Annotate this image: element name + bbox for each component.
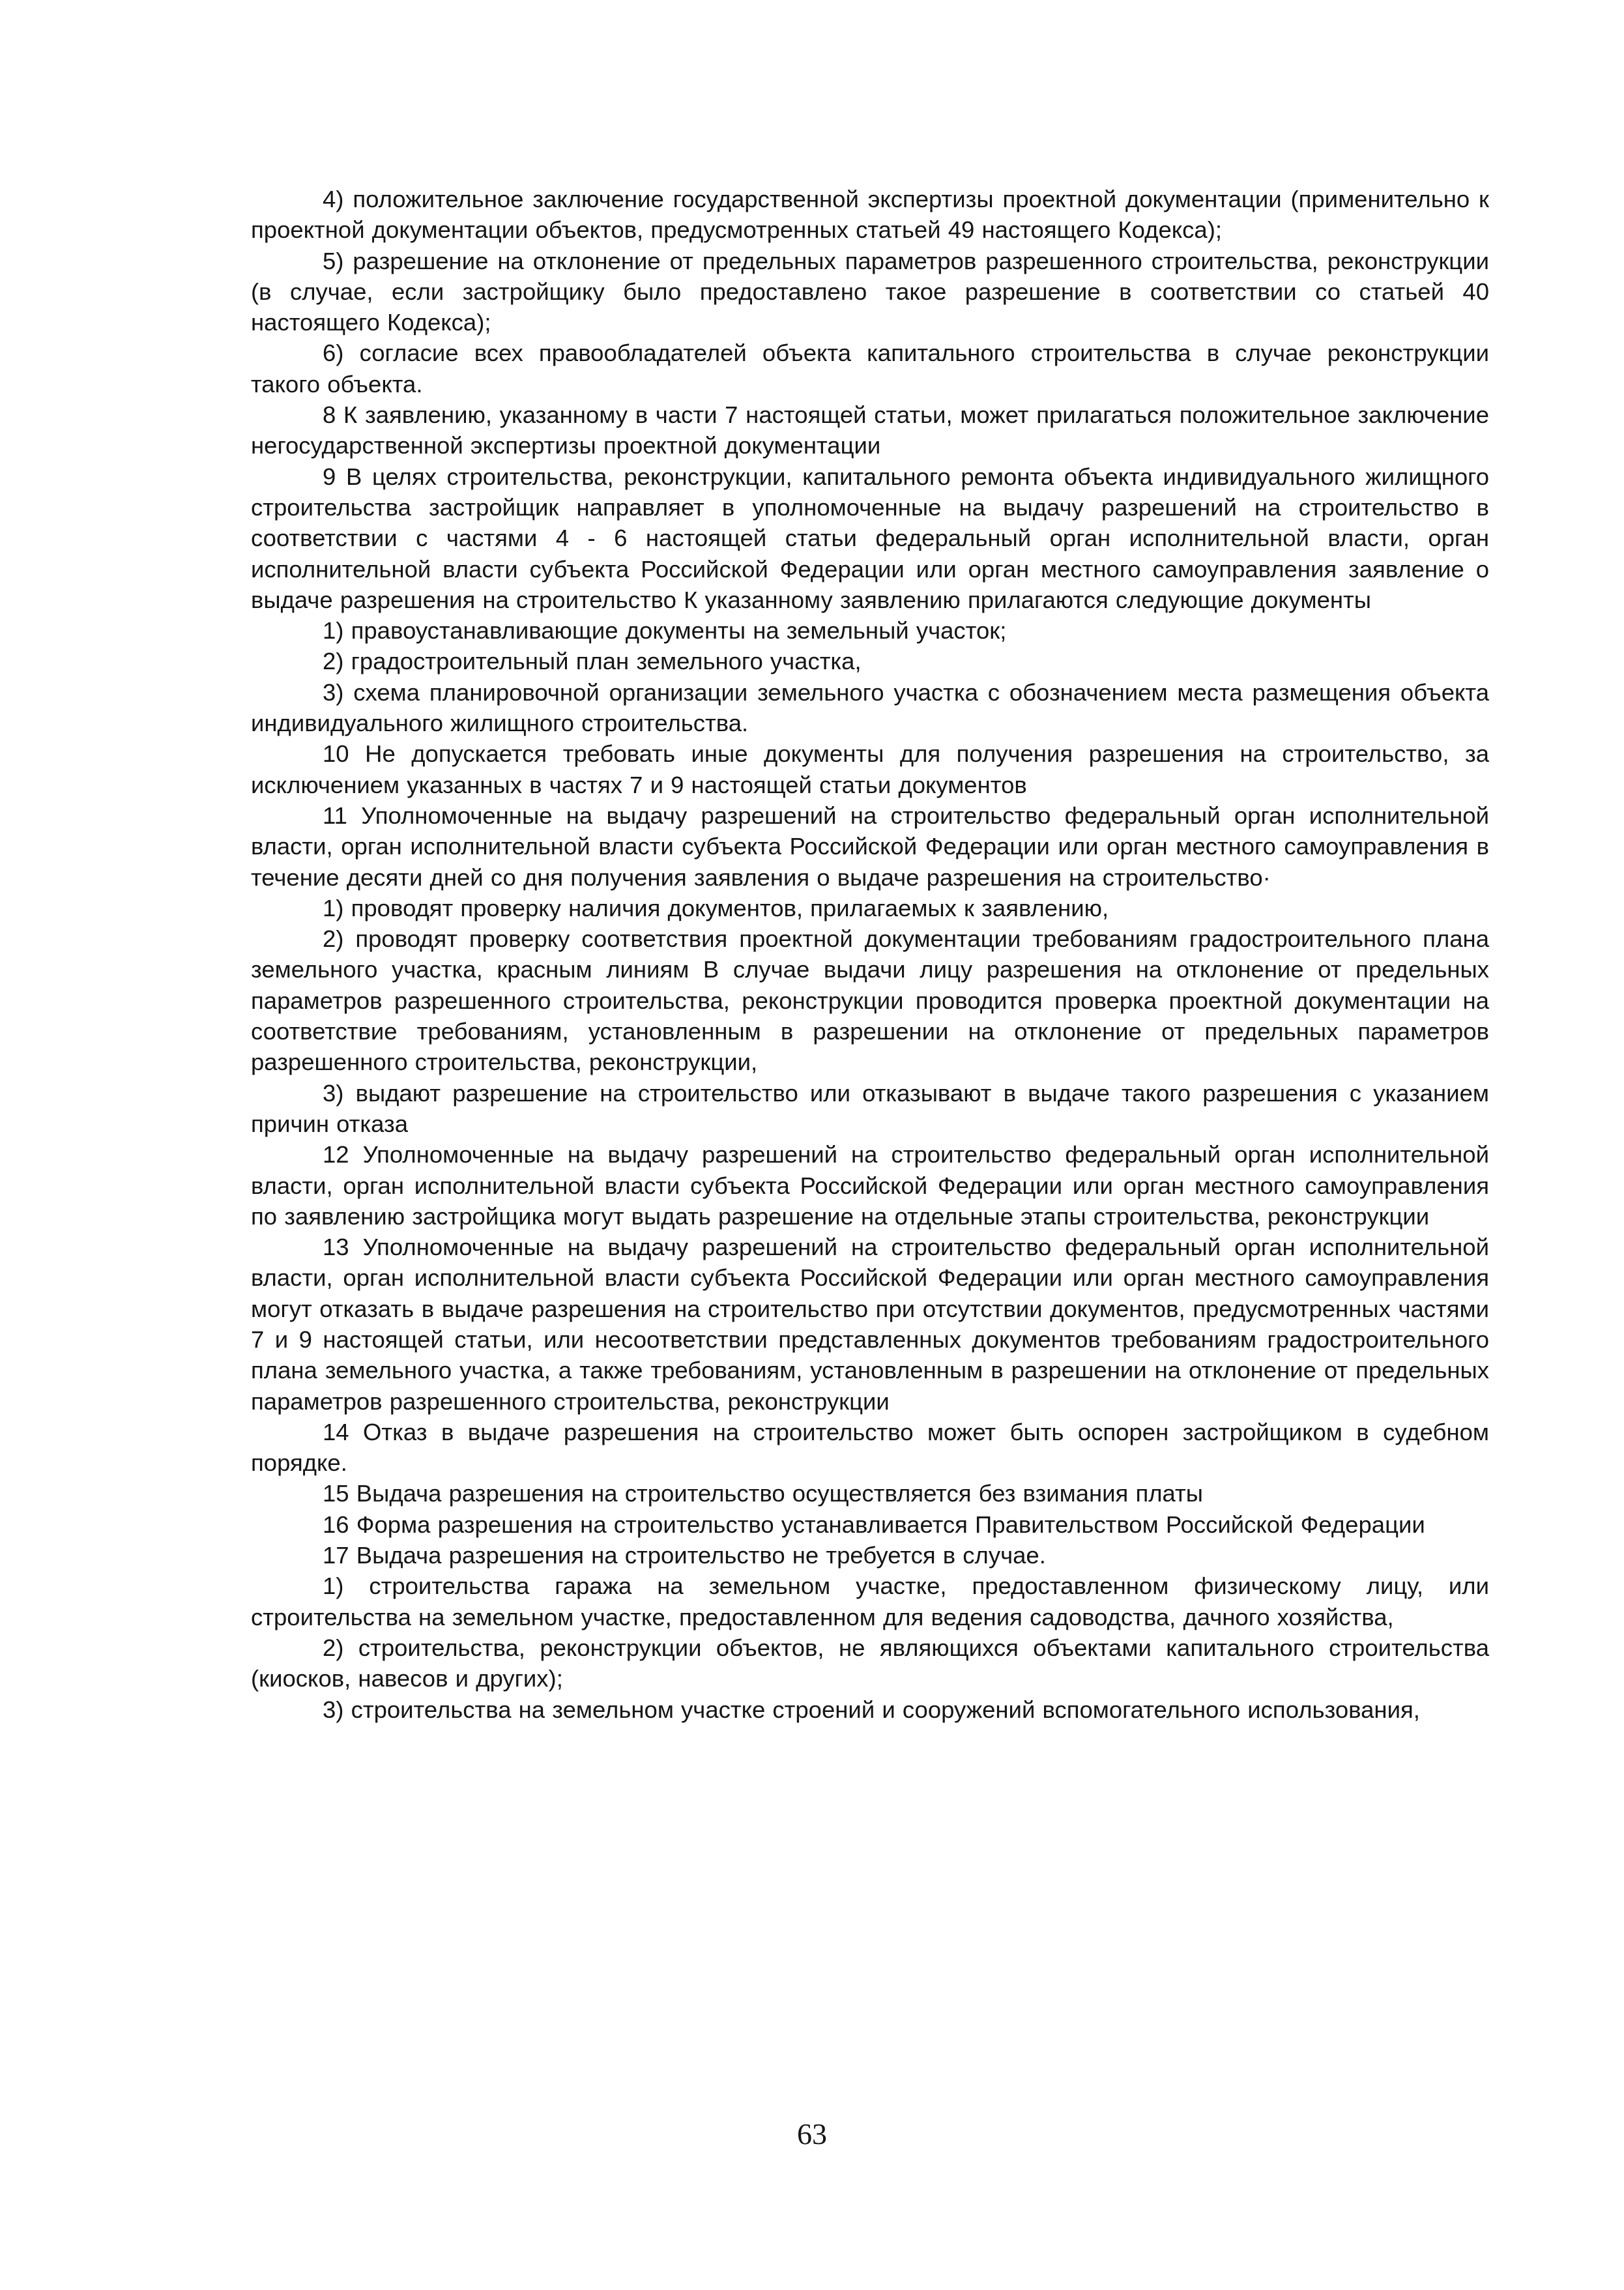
paragraph: 14 Отказ в выдаче разрешения на строительство может быть оспорен застройщиком в судебном порядке. <box>251 1418 1489 1477</box>
paragraph: 8 К заявлению, указанному в части 7 настоящей статьи, может прилагаться положительное заключение негосударственной экспертизы проектной документации <box>251 401 1489 459</box>
paragraph: 15 Выдача разрешения на строительство осуществляется без взимания платы <box>323 1480 1203 1507</box>
paragraph: 1) проводят проверку наличия документов, прилагаемых к заявлению, <box>323 894 1109 921</box>
paragraph: 17 Выдача разрешения на строительство не требуется в случае. <box>323 1542 1046 1569</box>
paragraph: 16 Форма разрешения на строительство устанавливается Правительством Российской Федерации <box>323 1511 1425 1538</box>
paragraph: 11 Уполномоченные на выдачу разрешений на строительство федеральный орган исполнительной власти, орган исполнительной власти субъекта Российской Федерации или орган местного самоуправления в течение десяти дней со дня получения заявления о выдаче разрешения на строительство· <box>251 802 1489 891</box>
paragraph: 12 Уполномоченные на выдачу разрешений на строительство федеральный орган исполнительной власти, орган исполнительной власти субъекта Российской Федерации или орган местного самоуправления по заявлению застройщика могут выдать разрешение на отдельные этапы строительства, реконструкции <box>251 1141 1489 1230</box>
paragraph: 9 В целях строительства, реконструкции, капитального ремонта объекта индивидуального жилищного строительства застройщик направляет в уполномоченные на выдачу разрешений на строительство в соответствии с частями 4 - 6 настоящей статьи федеральный орган исполнительной власти, орган исполнительной власти субъекта Российской Федерации или орган местного самоуправления заявление о выдаче разрешения на строительство К указанному заявлению прилагаются следующие документы <box>251 463 1489 613</box>
paragraph: 2) градостроительный план земельного участка, <box>323 648 862 675</box>
paragraph: 5) разрешение на отклонение от предельных параметров разрешенного строительства, реконструкции (в случае, если застройщику было предоставлено такое разрешение в соответствии со статьей 40 настоящего Кодекса); <box>251 247 1489 336</box>
paragraph: 3) схема планировочной организации земельного участка с обозначением места размещения объекта индивидуального жилищного строительства. <box>251 678 1489 737</box>
document-body <box>251 184 1489 1725</box>
paragraph: 2) проводят проверку соответствия проектной документации требованиям градостроительного плана земельного участка, красным линиям В случае выдачи лицу разрешения на отклонение от предельных параметров разрешенного строительства, реконструкции проводится проверка проектной документации на соответствие требованиям, установленным в разрешении на отклонение от предельных параметров разрешенного строительства, реконструкции, <box>251 925 1489 1076</box>
paragraph: 3) строительства на земельном участке строений и сооружений вспомогательного использования, <box>323 1696 1420 1723</box>
paragraph: 1) строительства гаража на земельном участке, предоставленном физическому лицу, или строительства на земельном участке, предоставленном для ведения садоводства, дачного хозяйства, <box>251 1573 1489 1631</box>
paragraph: 2) строительства, реконструкции объектов, не являющихся объектами капитального строительства (киосков, навесов и других); <box>251 1634 1489 1692</box>
paragraph: 3) выдают разрешение на строительство или отказывают в выдаче такого разрешения с указанием причин отказа <box>251 1079 1489 1137</box>
paragraph: 13 Уполномоченные на выдачу разрешений на строительство федеральный орган исполнительной власти, орган исполнительной власти субъекта Российской Федерации или орган местного самоуправления могут отказать в выдаче разрешения на строительство при отсутствии документов, предусмотренных частями 7 и 9 настоящей статьи, или несоответствии представленных документов требованиям градостроительного плана земельного участка, а также требованиям, установленным в разрешении на отклонение от предельных параметров разрешенного строительства, реконструкции <box>251 1234 1489 1415</box>
page-number: 63 <box>797 2117 827 2151</box>
paragraph: 4) положительное заключение государственной экспертизы проектной документации (применительно к проектной документации объектов, предусмотренных статьей 49 настоящего Кодекса); <box>251 186 1489 244</box>
paragraph: 10 Не допускается требовать иные документы для получения разрешения на строительство, за исключением указанных в частях 7 и 9 настоящей статьи документов <box>251 740 1489 798</box>
paragraph: 1) правоустанавливающие документы на земельный участок; <box>323 617 1007 645</box>
paragraph: 6) согласие всех правообладателей объекта капитального строительства в случае реконструкции такого объекта. <box>251 340 1489 398</box>
